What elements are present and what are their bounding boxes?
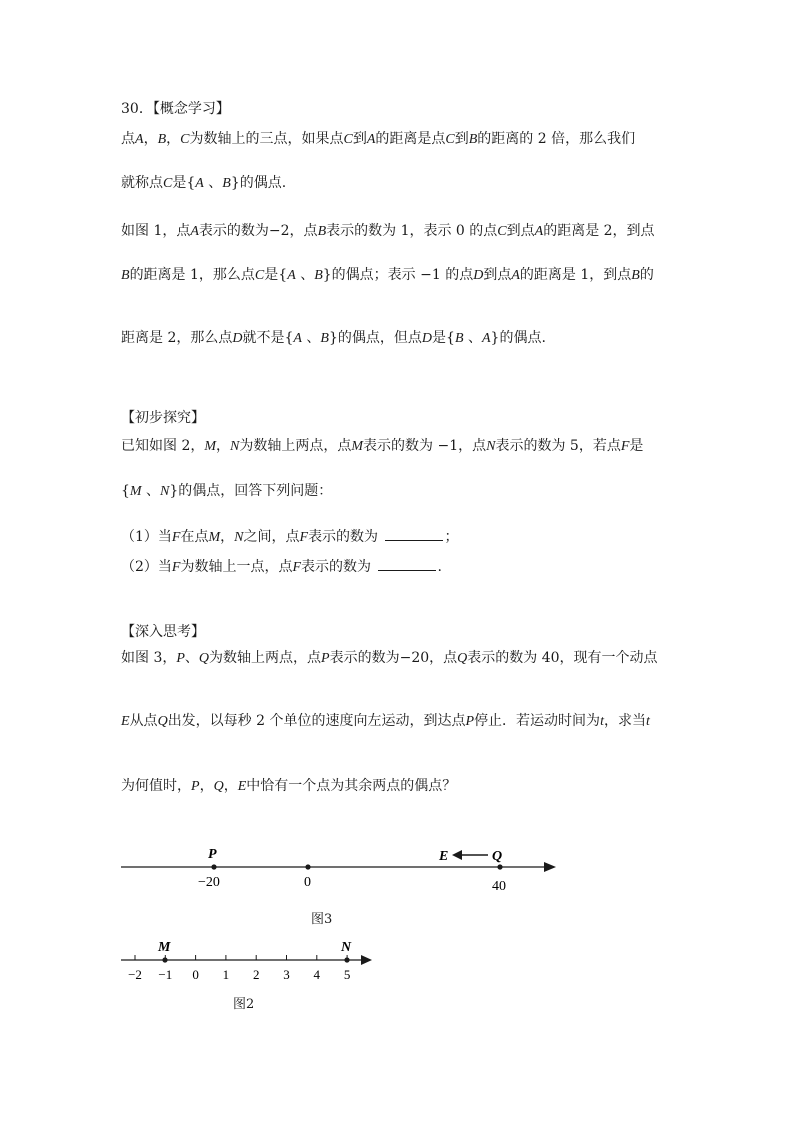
label-m: M <box>158 940 171 955</box>
concept-line-4: B的距离是 1，那么点C是{A 、B}的偶点；表示 −1 的点D到点A的距离是 1，到点B的 <box>121 267 654 283</box>
explore-heading: 【初步探究】 <box>121 410 205 426</box>
explore-line-1: 已知如图 2，M，N为数轴上两点，点M表示的数为 −1，点N表示的数为 5，若点F是 <box>121 438 644 454</box>
question-1: （1）当F在点M，N之间，点F表示的数为 ； <box>121 529 459 545</box>
tick-label: 2 <box>252 967 260 982</box>
concept-line-5: 距离是 2，那么点D就不是{A 、B}的偶点，但点D是{B 、A}的偶点. <box>121 330 546 346</box>
answer-blank-1[interactable] <box>385 528 443 541</box>
deep-line-3: 为何值时，P，Q，E中恰有一个点为其余两点的偶点？ <box>121 778 457 794</box>
value-zero: 0 <box>304 875 311 890</box>
concept-line-1: 点A，B，C为数轴上的三点，如果点C到A的距离是点C到B的距离的 2 倍，那么我们 <box>121 131 636 147</box>
deep-line-2: E从点Q出发，以每秒 2 个单位的速度向左运动，到达点P停止．若运动时间为t，求当t <box>121 713 650 729</box>
tick-label: −2 <box>128 967 142 982</box>
tick-label: 0 <box>192 967 199 982</box>
label-p: P <box>208 847 217 862</box>
figure-2-number-line <box>0 935 800 985</box>
tick-label: 4 <box>313 967 321 982</box>
deep-line-1: 如图 3，P、Q为数轴上两点，点P表示的数为−20，点Q表示的数为 40，现有一个动点 <box>121 650 658 666</box>
figure-3-number-line <box>0 840 800 900</box>
problem-heading: 30．【概念学习】 <box>121 101 230 117</box>
explore-line-2: {M 、N}的偶点，回答下列问题： <box>121 483 333 499</box>
concept-line-3: 如图 1，点A表示的数为−2，点B表示的数为 1，表示 0 的点C到点A的距离是 2，到点 <box>121 223 655 239</box>
label-e: E <box>439 849 449 864</box>
figure-2-caption: 图2 <box>233 997 255 1012</box>
point-m <box>162 957 167 962</box>
label-n: N <box>341 940 352 955</box>
label-q: Q <box>492 849 503 864</box>
value-p: −20 <box>198 875 220 890</box>
value-q: 40 <box>492 879 506 894</box>
concept-line-2: 就称点C是{A 、B}的偶点. <box>121 175 287 191</box>
point-q <box>497 864 502 869</box>
tick-label: 5 <box>343 967 351 982</box>
tick-label: 1 <box>222 967 230 982</box>
tick-label: −1 <box>158 967 173 982</box>
answer-blank-2[interactable] <box>378 558 436 571</box>
deep-heading: 【深入思考】 <box>121 624 205 640</box>
tick-label: 3 <box>283 967 290 982</box>
figure-3-caption: 图3 <box>311 912 333 927</box>
point-p <box>211 864 216 869</box>
point-zero <box>305 864 310 869</box>
question-2: （2）当F为数轴上一点，点F表示的数为 . <box>121 559 442 575</box>
point-n <box>344 957 349 962</box>
